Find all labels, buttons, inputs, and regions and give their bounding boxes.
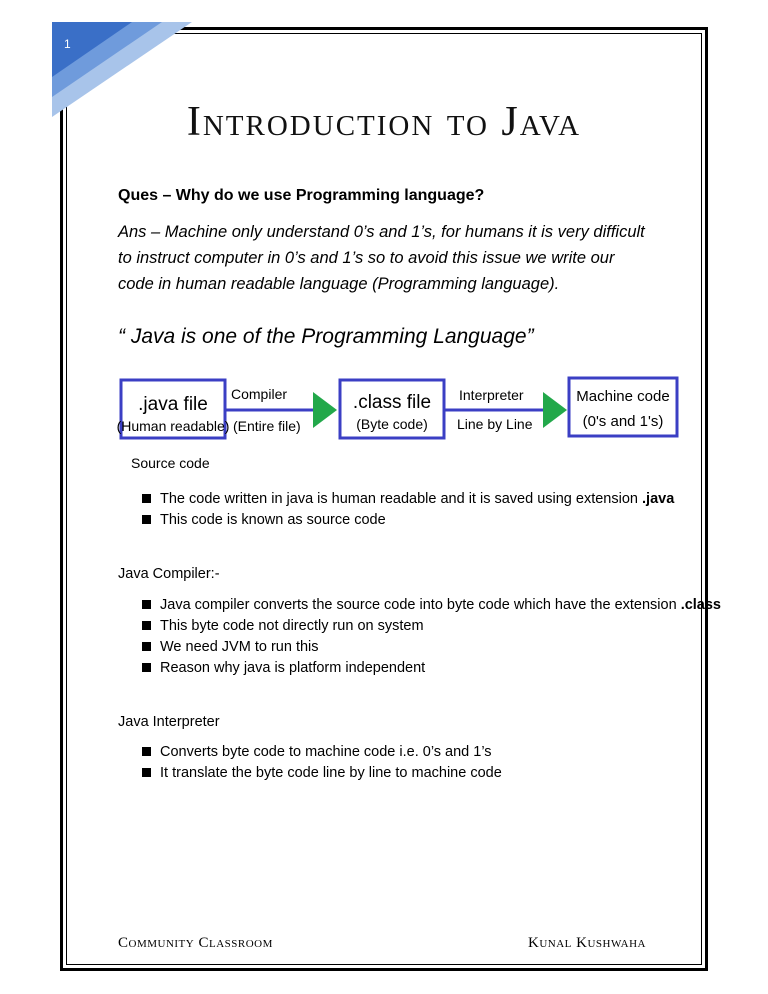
line-by-line-label: Line by Line [457,416,533,432]
list-item: We need JVM to run this [142,637,721,658]
compiler-bullet-list [142,595,721,679]
bullet-square-icon [142,663,151,672]
list-item: Reason why java is platform independent [142,658,721,679]
bullet-square-icon [142,494,151,503]
compiler-arrow-head [313,392,337,428]
question-text: Ques – Why do we use Programming language? [118,187,485,204]
bullet-square-icon [142,515,151,524]
quote-text: “ Java is one of the Programming Language” [118,325,534,348]
list-item: It translate the byte code line by line to machine code [142,763,502,784]
zeros-ones-label: (0's and 1's) [582,413,664,430]
footer-right: Kunal Kushwaha [528,935,646,951]
interpreter-bullet-list [142,742,502,784]
human-readable-label: (Human readable) [116,418,230,434]
bullet-square-icon [142,621,151,630]
entire-file-label: (Entire file) [233,418,301,434]
page-title: Introduction to Java [186,99,582,145]
byte-code-label: (Byte code) [356,416,428,432]
interpreter-heading: Java Interpreter [118,714,220,730]
java-flow-diagram [115,370,685,480]
source-code-label: Source code [131,455,210,471]
machine-code-label: Machine code [576,388,670,405]
interpreter-label: Interpreter [459,387,524,403]
source-code-bullet-list [142,489,674,531]
compiler-heading: Java Compiler:- [118,566,220,582]
page-number: 1 [64,37,71,51]
footer-left: Community Classroom [118,935,273,951]
class-file-label: .class file [352,392,432,413]
list-item: Java compiler converts the source code into byte code which have the extension .class [142,595,721,616]
interpreter-arrow-head [543,392,567,428]
bullet-square-icon [142,768,151,777]
bullet-square-icon [142,642,151,651]
bullet-square-icon [142,600,151,609]
answer-text: Ans – Machine only understand 0’s and 1’s, for humans it is very difficult to instruct computer in 0’s and 1’s so to avoid this issue we write our code in human readable language (Programming language). [118,223,645,293]
list-item: This byte code not directly run on system [142,616,721,637]
list-item: Converts byte code to machine code i.e. 0’s and 1’s [142,742,502,763]
list-item: The code written in java is human readable and it is saved using extension .java [142,489,674,510]
bullet-square-icon [142,747,151,756]
list-item: This code is known as source code [142,510,674,531]
compiler-label: Compiler [231,386,288,402]
java-file-label: .java file [138,394,208,415]
